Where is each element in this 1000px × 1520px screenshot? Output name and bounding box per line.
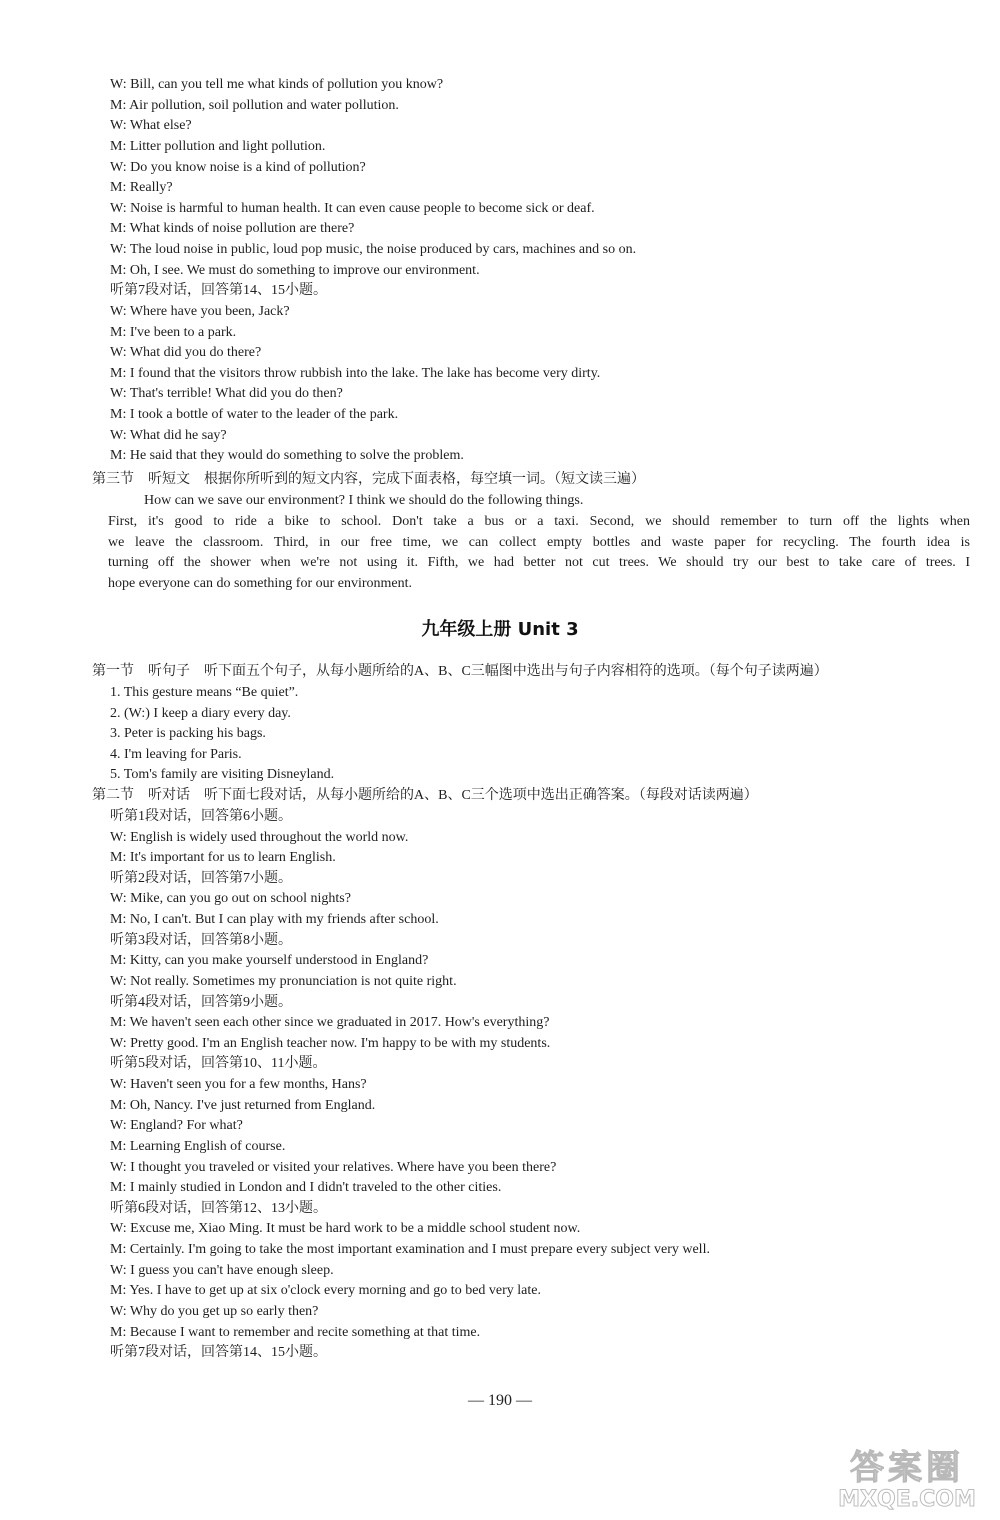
dialogue-line: W: That's terrible! What did you do then? bbox=[110, 386, 343, 402]
dialogue-line: M: Kitty, can you make yourself understood in England? bbox=[110, 953, 429, 969]
dialogue-line: 听第1段对话，回答第6小题。 bbox=[110, 809, 292, 824]
dialogue-line: M: What kinds of noise pollution are there? bbox=[110, 221, 355, 237]
dialogue-line: M: Oh, Nancy. I've just returned from England. bbox=[110, 1097, 376, 1113]
sentence-item: 1. This gesture means “Be quiet”. bbox=[110, 685, 299, 700]
dialogue-line: W: What else? bbox=[110, 118, 192, 134]
dialogue-line: 听第2段对话，回答第7小题。 bbox=[110, 870, 292, 886]
dialogue-line: 听第5段对话，回答第10、11小题。 bbox=[110, 1056, 327, 1072]
dialogue-line: M: He said that they would do something to solve the problem. bbox=[110, 448, 464, 464]
dialogue-line: 听第3段对话，回答第8小题。 bbox=[110, 932, 292, 948]
sentence-item: 3. Peter is packing his bags. bbox=[110, 726, 266, 742]
dialogue-line: W: Haven't seen you for a few months, Hans? bbox=[110, 1077, 367, 1093]
watermark-top-text: 答案圈 bbox=[850, 1448, 964, 1488]
dialogue-line: W: Do you know noise is a kind of pollution? bbox=[110, 159, 366, 175]
passage-line: First, it's good to ride a bike to school. Don't take a bus or a taxi. Second, we should remember to turn off the lights when bbox=[108, 514, 970, 529]
passage-last-line: hope everyone can do something for our environment. bbox=[108, 576, 413, 591]
dialogue-line: M: Really? bbox=[110, 180, 173, 196]
dialogue-line: M: Certainly. I'm going to take the most important examination and I must prepare every subject very well. bbox=[110, 1242, 710, 1258]
dialogue-line: M: Oh, I see. We must do something to improve our environment. bbox=[110, 262, 480, 278]
section3-heading: 第三节 听短文 根据你所听到的短文内容，完成下面表格，每空填一词。（短文读三遍） bbox=[92, 472, 645, 487]
dialogue-line: 听第7段对话，回答第14、15小题。 bbox=[110, 1345, 327, 1361]
dialogue-line: W: I thought you traveled or visited your relatives. Where have you been there? bbox=[110, 1159, 557, 1175]
dialogue-line: M: It's important for us to learn English. bbox=[110, 850, 336, 866]
passage-line: we leave the classroom. Third, in our free time, we can collect empty bottles and waste paper for recycling. The fourth idea is bbox=[108, 534, 970, 550]
section2-heading: 第二节 听对话 听下面七段对话，从每小题所给的A、B、C三个选项中选出正确答案。（每段对话读两遍） bbox=[92, 788, 758, 803]
dialogue-line: W: What did he say? bbox=[110, 427, 227, 443]
dialogue-line: M: I've been to a park. bbox=[110, 324, 237, 340]
dialogue-line: W: The loud noise in public, loud pop music, the noise produced by cars, machines and so on. bbox=[110, 242, 637, 258]
dialogue-line: W: Excuse me, Xiao Ming. It must be hard work to be a middle school student now. bbox=[110, 1221, 581, 1237]
dialogue-line: W: Mike, can you go out on school nights? bbox=[110, 891, 351, 907]
dialogue-line: W: Where have you been, Jack? bbox=[110, 303, 290, 319]
section1-heading: 第一节 听句子 听下面五个句子，从每小题所给的A、B、C三幅图中选出与句子内容相符的选项。（每个句子读两遍） bbox=[92, 664, 828, 679]
dialogue-line: M: Yes. I have to get up at six o'clock every morning and go to bed very late. bbox=[110, 1283, 541, 1299]
dialogue-line: W: Pretty good. I'm an English teacher now. I'm happy to be with my students. bbox=[110, 1035, 551, 1051]
dialogue-line: W: England? For what? bbox=[110, 1118, 243, 1134]
passage-first-line: How can we save our environment? I think we should do the following things. bbox=[144, 493, 584, 508]
dialogue-line: 听第7段对话，回答第14、15小题。 bbox=[110, 283, 327, 299]
passage-line: turning off the shower when we're not using it. Fifth, we had better not cut trees. We should try our best to take care of trees. I bbox=[108, 555, 970, 571]
dialogue-line: W: What did you do there? bbox=[110, 345, 262, 361]
dialogue-line: M: I mainly studied in London and I didn't traveled to the other cities. bbox=[110, 1180, 502, 1196]
dialogue-line: M: Because I want to remember and recite something at that time. bbox=[110, 1324, 481, 1340]
unit-title: 九年级上册 Unit 3 bbox=[421, 619, 579, 640]
dialogue-line: M: No, I can't. But I can play with my friends after school. bbox=[110, 912, 439, 928]
sentence-item: 4. I'm leaving for Paris. bbox=[110, 746, 242, 762]
dialogue-line: W: Not really. Sometimes my pronunciation is not quite right. bbox=[110, 973, 457, 989]
dialogue-line: M: Learning English of course. bbox=[110, 1138, 286, 1154]
watermark-bottom-text: MXQE.COM bbox=[838, 1487, 976, 1512]
dialogue-line: W: Bill, can you tell me what kinds of pollution you know? bbox=[110, 77, 444, 92]
sentence-item: 5. Tom's family are visiting Disneyland. bbox=[110, 767, 335, 783]
dialogue-line: M: Litter pollution and light pollution. bbox=[110, 138, 326, 154]
page-number: — 190 — bbox=[468, 1392, 532, 1409]
dialogue-line: W: Why do you get up so early then? bbox=[110, 1303, 319, 1319]
dialogue-line: M: Air pollution, soil pollution and water pollution. bbox=[110, 97, 399, 113]
dialogue-line: 听第4段对话，回答第9小题。 bbox=[110, 994, 292, 1010]
dialogue-line: M: I found that the visitors throw rubbish into the lake. The lake has become very dirty. bbox=[110, 365, 601, 381]
dialogue-line: 听第6段对话，回答第12、13小题。 bbox=[110, 1200, 327, 1216]
dialogue-line: W: English is widely used throughout the world now. bbox=[110, 829, 409, 845]
dialogue-line: M: I took a bottle of water to the leader of the park. bbox=[110, 407, 399, 423]
sentence-item: 2. (W:) I keep a diary every day. bbox=[110, 705, 291, 721]
dialogue-line: W: Noise is harmful to human health. It can even cause people to become sick or deaf. bbox=[110, 200, 595, 216]
dialogue-line: W: I guess you can't have enough sleep. bbox=[110, 1262, 334, 1278]
watermark-logo bbox=[822, 1448, 992, 1514]
dialogue-line: M: We haven't seen each other since we graduated in 2017. How's everything? bbox=[110, 1015, 550, 1031]
